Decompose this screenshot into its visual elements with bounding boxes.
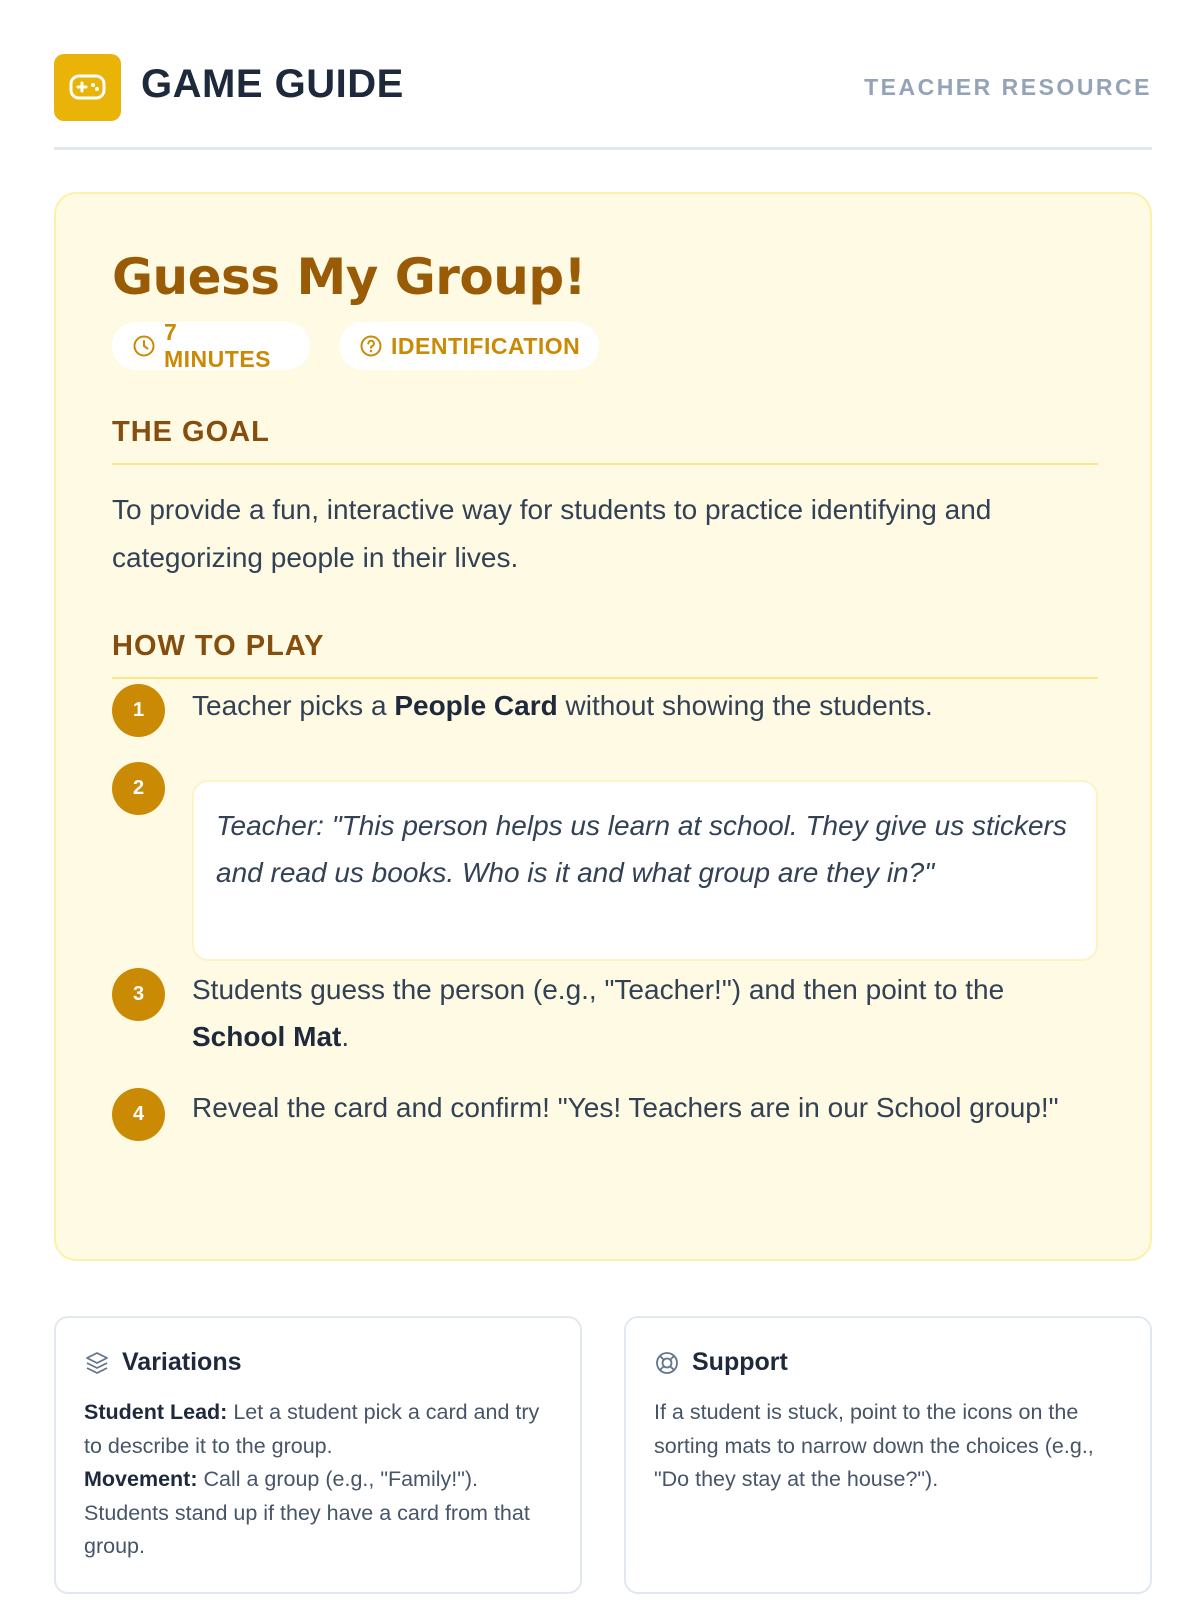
step-number: 2 — [112, 762, 165, 815]
duration-badge — [112, 319, 310, 372]
question-circle-icon — [359, 334, 383, 358]
support-body: If a student is stuck, point to the icons on the sorting mats to narrow down the choices (e.g., "Do they stay at the house?"). — [654, 1400, 1094, 1491]
app-title: GAME GUIDE — [141, 62, 404, 106]
category-badge — [339, 322, 599, 370]
resource-tag: TEACHER RESOURCE — [864, 74, 1152, 100]
variations-heading: Variations — [84, 1348, 242, 1377]
logo — [54, 54, 121, 121]
layers-icon — [84, 1350, 110, 1376]
step-number: 4 — [112, 1088, 165, 1141]
step-text: Teacher picks a People Card without showing the students. — [192, 690, 933, 721]
lifebuoy-icon — [654, 1350, 680, 1376]
step-number: 1 — [112, 684, 165, 737]
page-header — [54, 54, 1152, 150]
step-number: 3 — [112, 968, 165, 1021]
step-highlight: School Mat — [192, 1021, 342, 1052]
gamepad-icon — [69, 71, 106, 103]
variations-card — [54, 1316, 582, 1594]
duration-label: 7 MINUTES — [164, 319, 271, 372]
teacher-quote: Teacher: "This person helps us learn at school. They give us stickers and read us books. Who is it and what group are they in?" — [192, 780, 1098, 961]
variation-item: Movement: Call a group (e.g., "Family!"). Students stand up if they have a card from that group. — [84, 1467, 530, 1558]
variation-item: Student Lead: Let a student pick a card and try to describe it to the group. — [84, 1400, 540, 1458]
variations-body — [84, 1396, 554, 1564]
game-card — [54, 192, 1152, 1261]
step-highlight: People Card — [394, 690, 558, 721]
game-title: Guess My Group! — [112, 248, 586, 306]
how-to-play-heading: HOW TO PLAY — [112, 630, 1098, 679]
goal-heading: THE GOAL — [112, 416, 1098, 465]
support-card — [624, 1316, 1152, 1594]
support-heading: Support — [654, 1348, 788, 1377]
goal-text: To provide a fun, interactive way for students to practice identifying and categorizing people in their lives. — [112, 494, 992, 573]
category-label: IDENTIFICATION — [391, 332, 581, 359]
step-text: Students guess the person (e.g., "Teacher!") and then point to the School Mat. — [192, 974, 1005, 1052]
clock-icon — [132, 334, 156, 358]
step-text: Reveal the card and confirm! "Yes! Teachers are in our School group!" — [192, 1092, 1059, 1123]
